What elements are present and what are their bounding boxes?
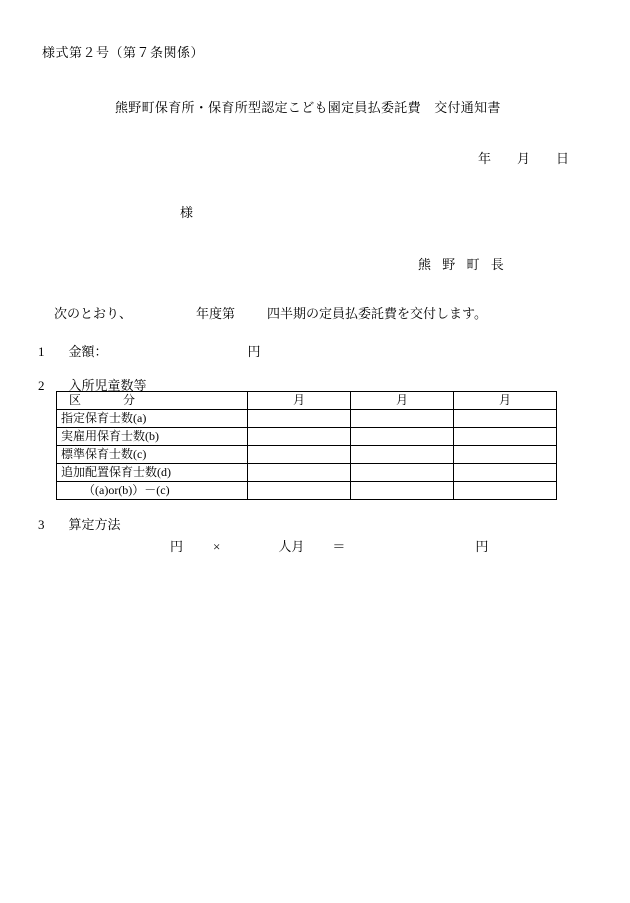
calculation-line [170,536,488,555]
cell[interactable] [351,482,454,500]
row-label-b: 実雇用保育士数(b) [57,428,248,446]
date-line [478,148,569,167]
cell[interactable] [351,446,454,464]
item-3-label: 算定方法 [68,517,121,532]
row-label-a: 指定保育士数(a) [57,410,248,428]
form-number: 様式第２号（第７条関係） [42,45,205,60]
item-3 [38,514,121,533]
cell[interactable] [351,410,454,428]
date-year-label: 年 [478,151,492,166]
cell[interactable] [248,410,351,428]
intro-fiscal-year: 年度第 [196,306,236,321]
cell[interactable] [248,464,351,482]
issuer-name: 熊 野 町 長 [418,257,508,272]
intro-quarter: 四半期の定員払委託費を交付します。 [267,306,487,321]
table-row [57,446,557,464]
table-row [57,428,557,446]
item-1-label: 金額： [68,344,108,359]
table-header-row [57,392,557,410]
row-label-d-formula: （(a)or(b)）－(c) [57,482,248,500]
calc-unit-person-month: 人月 [278,539,305,554]
item-3-number: 3 [38,517,45,532]
intro-prefix: 次のとおり、 [54,306,133,321]
cell[interactable] [454,464,557,482]
cell[interactable] [454,428,557,446]
calc-equals-symbol: ＝ [332,539,346,554]
calc-times-symbol: × [213,539,221,554]
table-header-kubun: 区 分 [69,393,142,407]
item-1-number: 1 [38,344,45,359]
addressee-suffix: 様 [180,205,194,220]
table-header-month-1: 月 [248,392,351,410]
item-1 [38,341,261,360]
cell[interactable] [454,482,557,500]
intro-sentence [54,303,487,322]
cell[interactable] [248,446,351,464]
item-1-unit: 円 [247,344,261,359]
table-row [57,464,557,482]
row-label-d: 追加配置保育士数(d) [57,464,248,482]
document-title: 熊野町保育所・保育所型認定こども園定員払委託費 交付通知書 [115,100,501,115]
table-row [57,482,557,500]
table-row [57,410,557,428]
calc-unit-yen-2: 円 [475,539,489,554]
item-2-label: 入所児童数等 [68,378,147,393]
cell[interactable] [248,428,351,446]
table-header-month-2: 月 [351,392,454,410]
date-month-label: 月 [517,151,531,166]
row-label-c: 標準保育士数(c) [57,446,248,464]
item-2-number: 2 [38,378,45,393]
calc-unit-yen-1: 円 [170,539,184,554]
date-day-label: 日 [556,151,570,166]
children-count-table [56,391,557,500]
cell[interactable] [351,464,454,482]
cell[interactable] [248,482,351,500]
cell[interactable] [454,446,557,464]
cell[interactable] [351,428,454,446]
cell[interactable] [454,410,557,428]
table-header-month-3: 月 [454,392,557,410]
